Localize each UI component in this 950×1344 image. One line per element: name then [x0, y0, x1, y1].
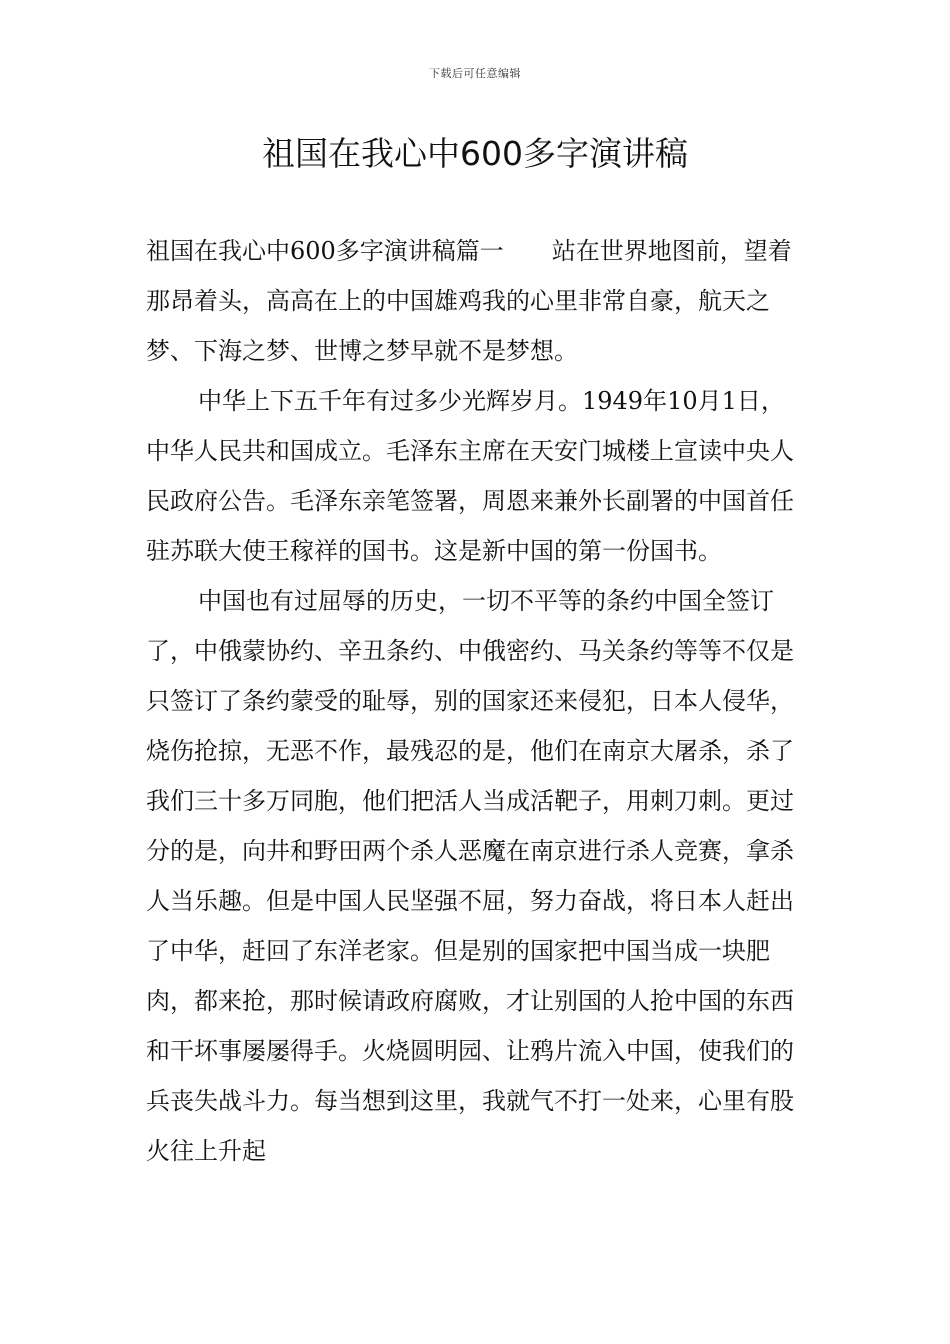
paragraph-2: 中华上下五千年有过多少光辉岁月。1949年10月1日，中华人民共和国成立。毛泽东主席在天安门城楼上宣读中央人民政府公告。毛泽东亲笔签署，周恩来兼外长副署的中国首任驻苏联大使王稼祥的国书。这是新中国的第一份国书。 — [146, 387, 794, 565]
paragraph-3: 中国也有过屈辱的历史，一切不平等的条约中国全签订了，中俄蒙协约、辛丑条约、中俄密约、马关条约等等不仅是只签订了条约蒙受的耻辱，别的国家还来侵犯，日本人侵华，烧伤抢掠，无恶不作，最残忍的是，他们在南京大屠杀，杀了我们三十多万同胞，他们把活人当成活靶子，用刺刀刺。更过分的是，向井和野田两个杀人恶魔在南京进行杀人竞赛，拿杀人当乐趣。但是中国人民坚强不屈，努力奋战，将日本人赶出了中华，赶回了东洋老家。但是别的国家把中国当成一块肥肉，都来抢，那时候请政府腐败，才让别国的人抢中国的东西和干坏事屡屡得手。火烧圆明园、让鸦片流入中国，使我们的兵丧失战斗力。每当想到这里，我就气不打一处来，心里有股火往上升起 — [146, 587, 794, 1165]
document-title: 祖国在我心中600多字演讲稿 — [262, 134, 688, 173]
header-note: 下载后可任意编辑 — [429, 67, 521, 80]
paragraph-1: 祖国在我心中600多字演讲稿篇一 站在世界地图前，望着那昂着头，高高在上的中国雄鸡我的心里非常自豪，航天之梦、下海之梦、世博之梦早就不是梦想。 — [146, 237, 792, 365]
document-body — [146, 226, 808, 1176]
